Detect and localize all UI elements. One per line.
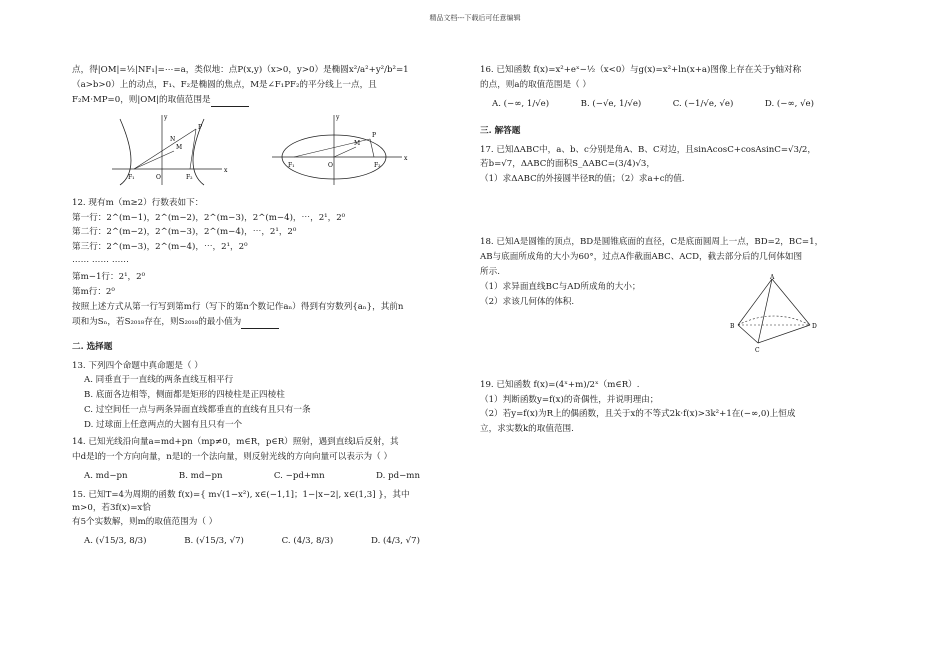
label-n: N: [170, 135, 176, 143]
q12-row: ⋯⋯ ⋯⋯ ⋯⋯: [72, 257, 130, 268]
label-c: C: [755, 346, 760, 354]
q18-body: [480, 273, 826, 354]
section-heading-choice: 二. 选择题: [72, 341, 113, 352]
option-d: D. (−∞, √e): [764, 98, 814, 109]
option-d: D. (4/3, √7): [370, 536, 420, 547]
q16-line1: 16. 已知函数 f(x)=x²+eˣ−½（x<0）与g(x)=x²+ln(x+a)图像上存在关于y轴对称: [480, 65, 802, 75]
q12-row: 第一行：2^(m−1)，2^(m−2)，2^(m−3)，2^(m−4)，⋯，2¹，2⁰: [72, 212, 346, 223]
label-x: x: [224, 166, 228, 174]
label-x-ellipse: x: [404, 154, 408, 162]
question-12: [72, 197, 432, 329]
q14-line2: 中d是l的一个方向向量，n是l的一个法向量，则反射光线的方向向量可以表示为（ ）: [72, 451, 393, 462]
label-f2-ellipse: F₂: [374, 161, 381, 169]
q11-line3: F₂M·MP=0，则|OM|的取值范围是: [72, 94, 432, 107]
header-note: 精品文档---下载后可任意编辑: [429, 14, 521, 22]
q12-row: 第二行：2^(m−2)，2^(m−3)，2^(m−4)，⋯，2¹，2⁰: [72, 227, 297, 238]
left-column: [72, 64, 432, 554]
label-y-ellipse: y: [336, 113, 340, 121]
option-b: B. 底面各边相等，侧面都是矩形的四棱柱是正四棱柱: [84, 390, 285, 401]
option-a: A. (√15/3, 8/3): [84, 536, 147, 547]
label-p: P: [198, 123, 203, 131]
option-c: C. 过空间任一点与两条异面直线都垂直的直线有且只有一条: [84, 405, 311, 416]
option-c: C. (4/3, 8/3): [281, 536, 334, 547]
label-f2: F₂: [186, 173, 193, 181]
label-d: D: [812, 322, 817, 330]
q11-line2: （a>b>0）上的动点，F₁、F₂是椭圆的焦点，M是∠F₁PF₂的平分线上一点，且: [72, 79, 377, 90]
q18-line3: 所示.: [480, 267, 500, 278]
q18-sub2: （2）求该几何体的体积.: [480, 296, 575, 307]
q19-line1: 19. 已知函数 f(x)=(4ˣ+m)/2ˣ（m∈R）.: [480, 379, 640, 390]
label-m-ellipse: M: [354, 139, 361, 147]
question-15: [72, 489, 432, 551]
q17-line2: 若b=√7，ΔABC的面积S_ΔABC=(3/4)√3，: [480, 159, 655, 170]
q16-line2: 的点，则a的取值范围是（ ）: [480, 79, 591, 90]
question-19: [480, 379, 826, 437]
option-d: D. pd−mn: [376, 470, 420, 481]
section-heading-answer: 三. 解答题: [480, 125, 521, 136]
q19-sub3: 立，求实数k的取值范围.: [480, 424, 574, 435]
option-b: B. (−√e, 1/√e): [580, 98, 642, 109]
label-p-ellipse: P: [372, 131, 377, 139]
label-y: y: [164, 113, 168, 121]
option-c: C. (−1/√e, √e): [672, 98, 734, 109]
label-f1: F₁: [128, 173, 135, 181]
q17-line1: 17. 已知ΔABC中，a、b、c分别是角A、B、C对边，且sinAcosC+cosAsinC=√3/2，: [480, 144, 816, 155]
option-d: D. 过球面上任意两点的大圆有且只有一个: [84, 420, 243, 431]
label-a: A: [770, 273, 775, 281]
label-f1-ellipse: F₁: [288, 161, 295, 169]
pyramid-figure: [730, 273, 820, 355]
option-b: B. md−pn: [178, 470, 223, 481]
question-17: [480, 144, 826, 187]
q11-line1: 点，得|OM|=½|NF₁|=⋯=a，类似地：点P(x,y)（x>0，y>0）是椭圆x²/a²+y²/b²=1: [72, 65, 409, 75]
question-11: [72, 64, 432, 107]
right-column: [480, 64, 826, 440]
q17-line3: （1）求ΔABC的外接圆半径R的值；（2）求a+c的值.: [480, 174, 685, 185]
q11-figures: [72, 111, 432, 189]
hyperbola-figure: [72, 111, 432, 189]
q15-line2: 有5个实数解，则m的取值范围为（ ）: [72, 517, 218, 528]
option-c: C. −pd+mn: [273, 470, 325, 481]
option-b: B. (√15/3, √7): [184, 536, 244, 547]
label-o-ellipse: O: [328, 161, 333, 169]
q12-intro: 12. 现有m（m≥2）行数表如下：: [72, 197, 204, 208]
q18-line1: 18. 已知A是圆锥的顶点，BD是圆锥底面的直径，C是底面圆周上一点，BD=2，BC=1，: [480, 237, 824, 248]
q12-row: 第m行：2⁰: [72, 287, 115, 298]
q18-sub1: （1）求异面直线BC与AD所成角的大小；: [480, 281, 641, 292]
answer-space: [480, 190, 826, 236]
question-13: [72, 360, 432, 432]
q19-sub2: （2）若y=f(x)为R上的偶函数，且关于x的不等式2k·f(x)>3k²+1在(−∞,0)上恒成: [480, 409, 796, 420]
label-o: O: [156, 173, 161, 181]
q12-text2: 项和为Sₙ，若S₂₀₁₈存在，则S₂₀₁₈的最小值为: [72, 316, 432, 329]
q14-options: [72, 466, 432, 485]
answer-blank: [241, 319, 279, 329]
q18-line2: AB与底面所成角的大小为60°，过点A作截面ABC、ACD，截去部分后的几何体如图: [480, 252, 803, 263]
label-m: M: [176, 143, 183, 151]
question-18: [480, 236, 826, 354]
q19-sub1: （1）判断函数y=f(x)的奇偶性，并说明理由；: [480, 394, 659, 405]
label-b: B: [730, 322, 735, 330]
q16-options: [480, 94, 826, 113]
q12-text1: 按照上述方式从第一行写到第m行（写下的第n个数记作aₙ）得到有穷数列{aₙ}，其前n: [72, 301, 404, 312]
question-16: [480, 64, 826, 113]
answer-blank: [211, 97, 249, 107]
q15-options: [72, 531, 432, 550]
q12-row: 第m−1行：2¹，2⁰: [72, 272, 146, 283]
q12-row: 第三行：2^(m−3)，2^(m−4)，⋯，2¹，2⁰: [72, 242, 248, 253]
option-a: A. md−pn: [84, 470, 128, 481]
option-a: A. (−∞, 1/√e): [492, 98, 550, 109]
option-a: A. 同垂直于一直线的两条直线互相平行: [84, 375, 234, 386]
q14-line1: 14. 已知光线沿向量a=md+pn（mp≠0，m∈R，p∈R）照射，遇到直线l后反射，其: [72, 437, 399, 448]
q13-stem: 13. 下列四个命题中真命题是（ ）: [72, 360, 203, 371]
q15-line1: 15. 已知T=4为周期的函数 f(x)={ m√(1−x²), x∈(−1,1]；1−|x−2|, x∈(1,3] }，其中m>0，若3f(x)=x恰: [72, 489, 410, 513]
question-14: [72, 436, 432, 485]
